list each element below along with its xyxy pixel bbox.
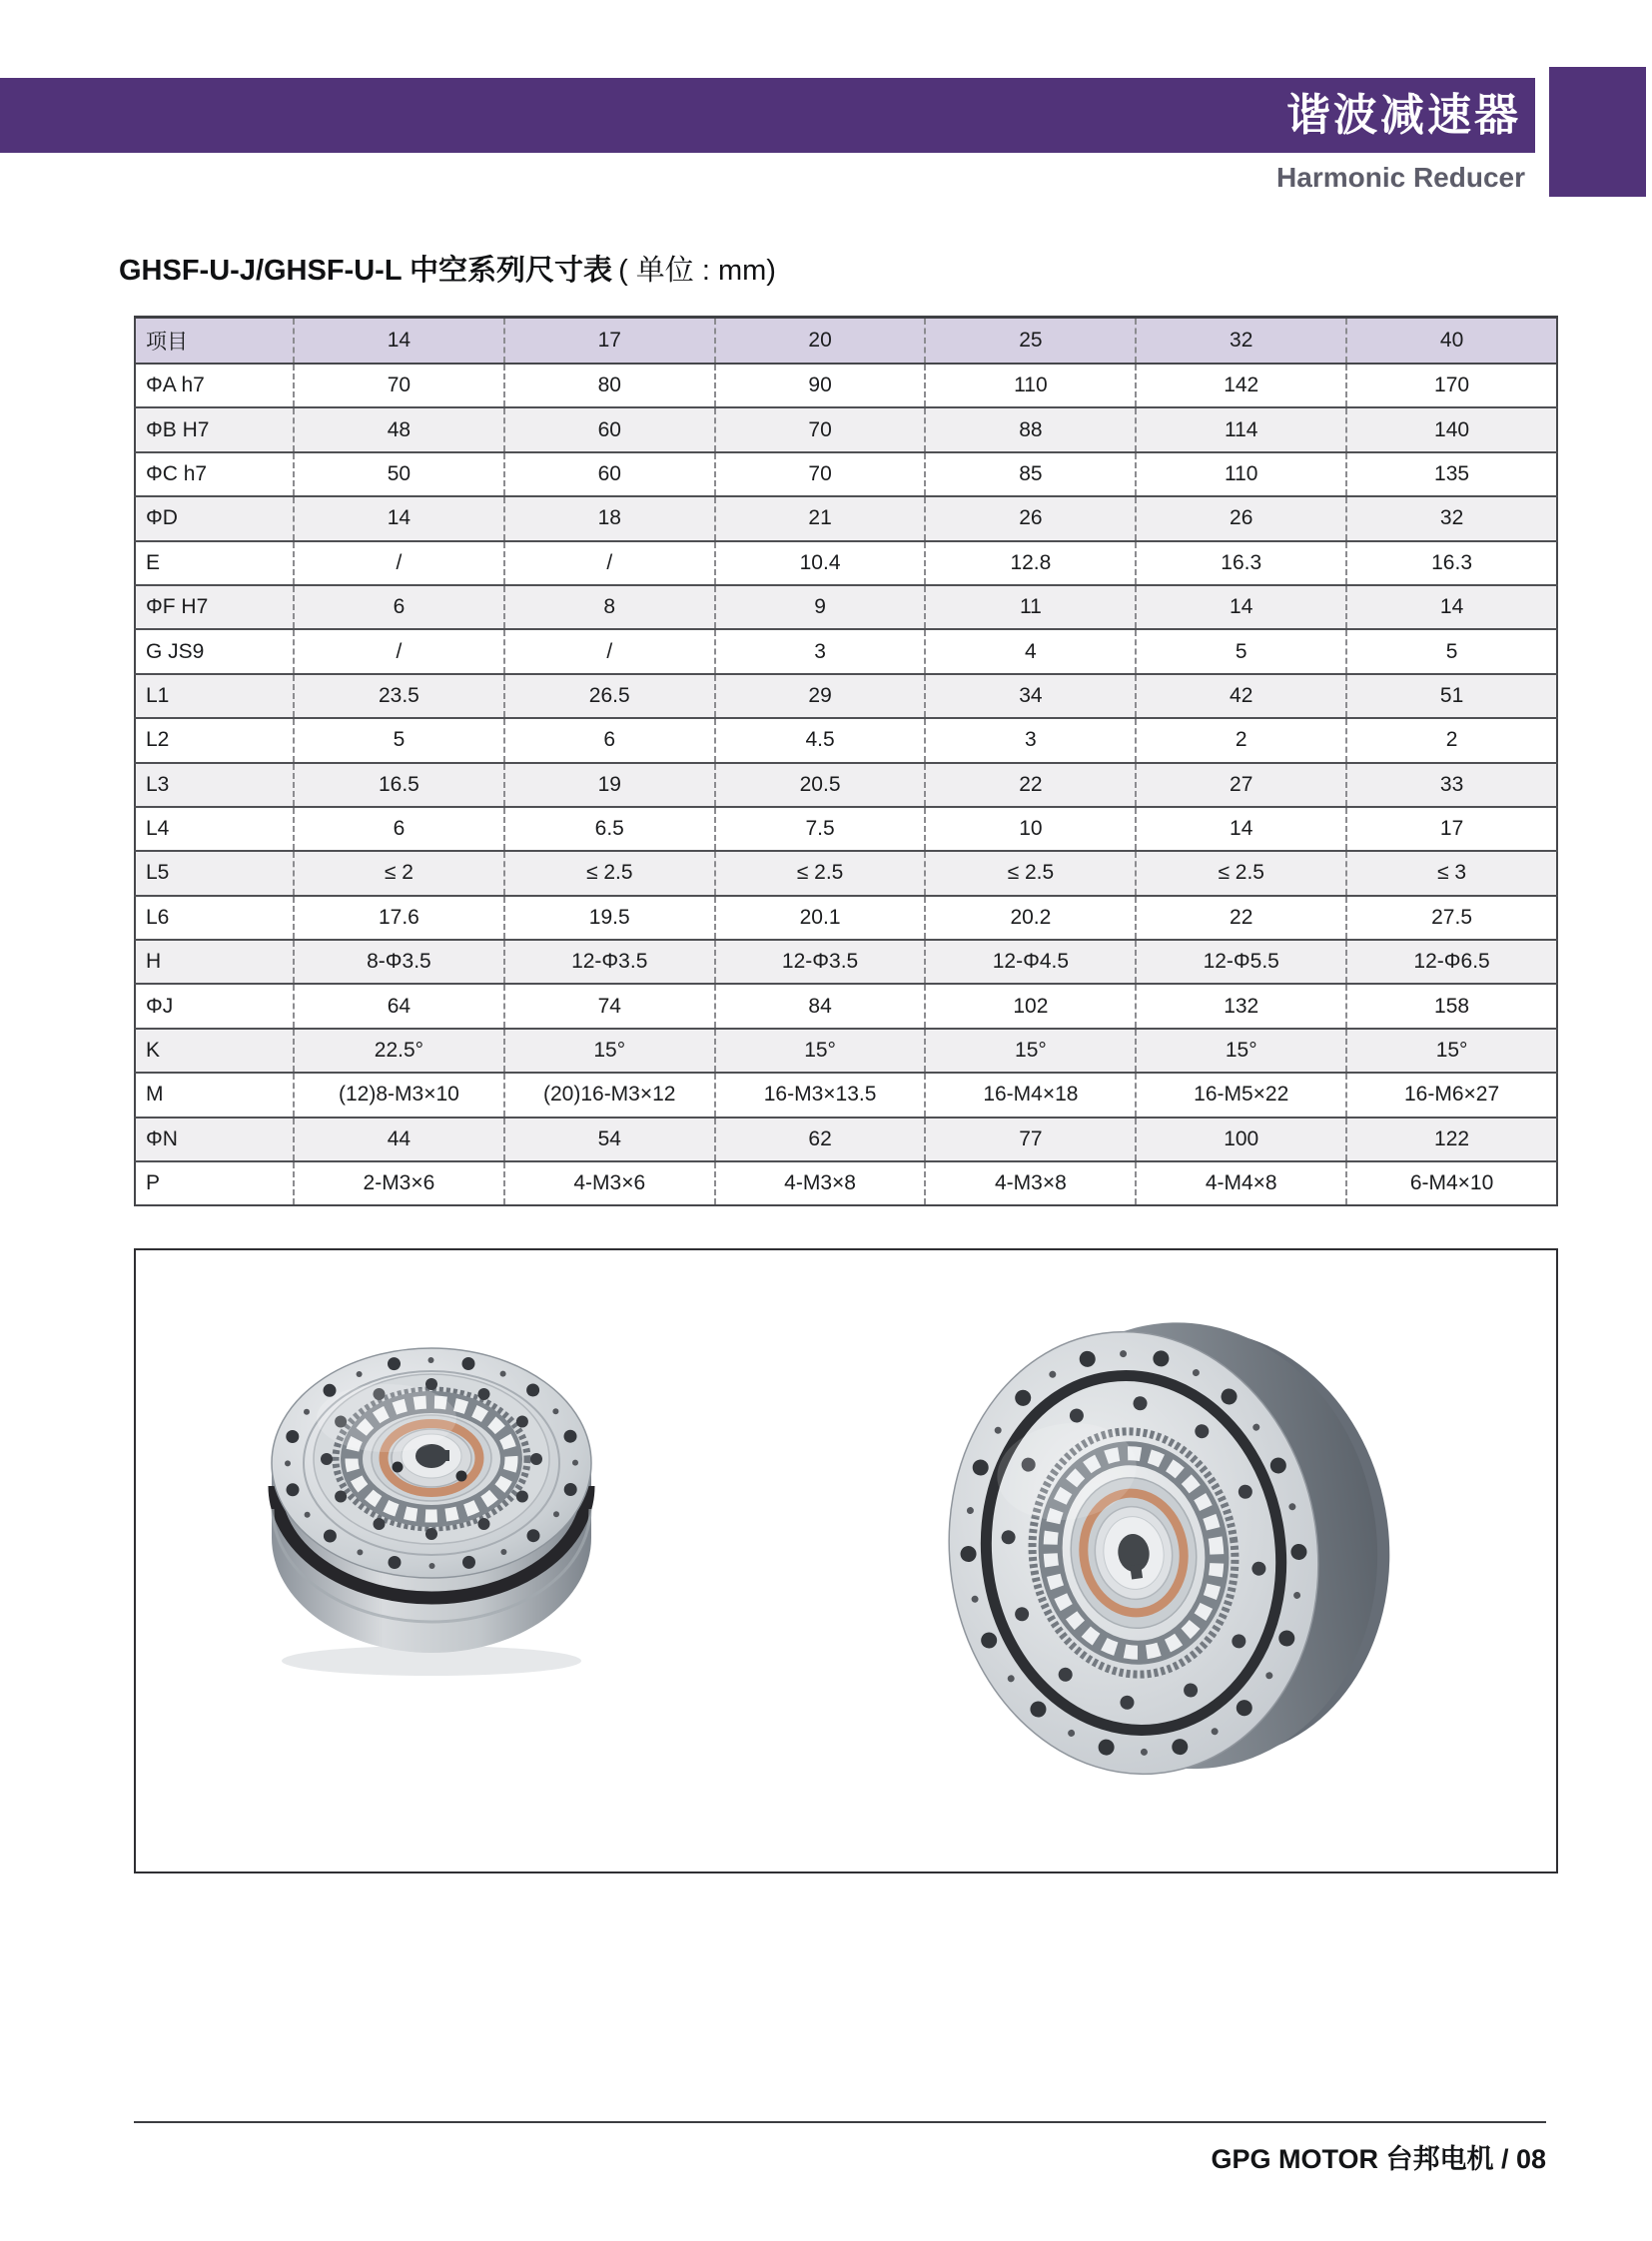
dim-value: 114 (1136, 407, 1346, 451)
table-row (135, 674, 1557, 718)
row-label: ΦA h7 (135, 364, 294, 407)
dim-value: 17.6 (294, 896, 504, 940)
dim-value: 15° (925, 1029, 1136, 1073)
dim-value: 18 (504, 496, 715, 540)
dim-value: 14 (1136, 585, 1346, 629)
dim-value: 16-M3×13.5 (715, 1073, 926, 1117)
size-column-header: 14 (294, 318, 504, 365)
dim-value: 32 (1346, 496, 1557, 540)
row-label: ΦF H7 (135, 585, 294, 629)
dim-value: 20.5 (715, 763, 926, 807)
dim-value: 27.5 (1346, 896, 1557, 940)
table-body (135, 364, 1557, 1205)
row-label: L3 (135, 763, 294, 807)
dim-value: 15° (1136, 1029, 1346, 1073)
header-banner (0, 78, 1535, 153)
dim-value: 4 (925, 629, 1136, 673)
dim-value: 6-M4×10 (1346, 1161, 1557, 1205)
dim-value: 12-Φ3.5 (715, 940, 926, 984)
table-row (135, 984, 1557, 1028)
table-head (135, 318, 1557, 365)
dim-value: 70 (715, 407, 926, 451)
dim-value: 20.2 (925, 896, 1136, 940)
dim-value: / (504, 541, 715, 585)
dim-value: 4.5 (715, 718, 926, 762)
dim-value: 7.5 (715, 807, 926, 851)
row-label: H (135, 940, 294, 984)
dim-value: 14 (294, 496, 504, 540)
table-header-row (135, 318, 1557, 365)
dim-value: 110 (925, 364, 1136, 407)
dim-value: / (294, 541, 504, 585)
dim-value: 12.8 (925, 541, 1136, 585)
dim-value: 60 (504, 407, 715, 451)
dim-value: 19 (504, 763, 715, 807)
dim-value: 26.5 (504, 674, 715, 718)
dim-value: 12-Φ4.5 (925, 940, 1136, 984)
table-row (135, 496, 1557, 540)
row-label: L2 (135, 718, 294, 762)
size-column-header: 17 (504, 318, 715, 365)
dim-value: 64 (294, 984, 504, 1028)
table-row (135, 1161, 1557, 1205)
dim-value: 90 (715, 364, 926, 407)
dim-value: 22.5° (294, 1029, 504, 1073)
dim-value: 9 (715, 585, 926, 629)
size-column-header: 25 (925, 318, 1136, 365)
dim-value: 29 (715, 674, 926, 718)
dim-value: 2 (1136, 718, 1346, 762)
dim-value: 48 (294, 407, 504, 451)
dim-value: 10.4 (715, 541, 926, 585)
row-label: ΦN (135, 1118, 294, 1161)
dim-value: ≤ 3 (1346, 851, 1557, 895)
dim-value: 6 (504, 718, 715, 762)
row-label: ΦC h7 (135, 452, 294, 496)
harmonic-reducer-photo-left (272, 1348, 591, 1676)
dim-value: ≤ 2.5 (504, 851, 715, 895)
table-row (135, 718, 1557, 762)
dim-value: 74 (504, 984, 715, 1028)
table-row (135, 452, 1557, 496)
dim-value: 8 (504, 585, 715, 629)
dim-value: 60 (504, 452, 715, 496)
dim-value: 15° (1346, 1029, 1557, 1073)
dim-value: ≤ 2 (294, 851, 504, 895)
table-row (135, 763, 1557, 807)
row-label: ΦJ (135, 984, 294, 1028)
section-title-main: GHSF-U-J/GHSF-U-L 中空系列尺寸表 (119, 255, 613, 287)
dim-value: 16-M4×18 (925, 1073, 1136, 1117)
table-row (135, 407, 1557, 451)
dim-value: 16-M6×27 (1346, 1073, 1557, 1117)
header-subtitle: Harmonic Reducer (1276, 162, 1525, 193)
dim-value: 20.1 (715, 896, 926, 940)
item-column-header: 项目 (135, 318, 294, 365)
row-label: P (135, 1161, 294, 1205)
dim-value: 6.5 (504, 807, 715, 851)
dim-value: 88 (925, 407, 1136, 451)
size-column-header: 32 (1136, 318, 1346, 365)
dim-value: 122 (1346, 1118, 1557, 1161)
dim-value: 23.5 (294, 674, 504, 718)
dim-value: 102 (925, 984, 1136, 1028)
dim-value: 42 (1136, 674, 1346, 718)
dim-value: ≤ 2.5 (1136, 851, 1346, 895)
table-row (135, 1073, 1557, 1117)
dim-value: 142 (1136, 364, 1346, 407)
dim-value: 132 (1136, 984, 1346, 1028)
dim-value: 15° (715, 1029, 926, 1073)
dim-value: 27 (1136, 763, 1346, 807)
size-column-header: 40 (1346, 318, 1557, 365)
dim-value: ≤ 2.5 (715, 851, 926, 895)
dim-value: 2 (1346, 718, 1557, 762)
table-row (135, 629, 1557, 673)
dim-value: 5 (1136, 629, 1346, 673)
size-column-header: 20 (715, 318, 926, 365)
header-corner-block (1549, 67, 1646, 197)
product-figure (134, 1248, 1558, 1873)
dim-value: 100 (1136, 1118, 1346, 1161)
dim-value: 50 (294, 452, 504, 496)
dim-value: 16.5 (294, 763, 504, 807)
row-label: ΦD (135, 496, 294, 540)
dim-value: 16-M5×22 (1136, 1073, 1346, 1117)
dim-value: 12-Φ6.5 (1346, 940, 1557, 984)
dim-value: 26 (1136, 496, 1346, 540)
row-label: K (135, 1029, 294, 1073)
table-row (135, 585, 1557, 629)
dim-value: 80 (504, 364, 715, 407)
dim-value: 12-Φ3.5 (504, 940, 715, 984)
table-row (135, 851, 1557, 895)
dim-value: 44 (294, 1118, 504, 1161)
table-row (135, 807, 1557, 851)
dim-value: 14 (1136, 807, 1346, 851)
banner-title: 谐波减速器 (1286, 90, 1521, 140)
dim-value: / (504, 629, 715, 673)
dim-value: (12)8-M3×10 (294, 1073, 504, 1117)
harmonic-reducer-photo-right (921, 1296, 1418, 1801)
dim-value: 84 (715, 984, 926, 1028)
dim-value: 170 (1346, 364, 1557, 407)
dim-value: 110 (1136, 452, 1346, 496)
footer-divider (134, 2121, 1546, 2123)
dim-value: / (294, 629, 504, 673)
dim-value: 158 (1346, 984, 1557, 1028)
dim-value: 17 (1346, 807, 1557, 851)
table-row (135, 364, 1557, 407)
row-label: L1 (135, 674, 294, 718)
row-label: L4 (135, 807, 294, 851)
row-label: L5 (135, 851, 294, 895)
dim-value: 6 (294, 807, 504, 851)
table-row (135, 1029, 1557, 1073)
dim-value: 12-Φ5.5 (1136, 940, 1346, 984)
dim-value: 22 (925, 763, 1136, 807)
harmonic-reducer-photos (136, 1250, 1556, 1871)
dim-value: 16.3 (1346, 541, 1557, 585)
dim-value: 70 (294, 364, 504, 407)
dim-value: ≤ 2.5 (925, 851, 1136, 895)
table-row (135, 1118, 1557, 1161)
dim-value: 4-M3×6 (504, 1161, 715, 1205)
table-row (135, 940, 1557, 984)
dim-value: 5 (294, 718, 504, 762)
row-label: G JS9 (135, 629, 294, 673)
dim-value: 15° (504, 1029, 715, 1073)
dim-value: (20)16-M3×12 (504, 1073, 715, 1117)
dim-value: 5 (1346, 629, 1557, 673)
dim-value: 62 (715, 1118, 926, 1161)
dim-value: 2-M3×6 (294, 1161, 504, 1205)
dim-value: 10 (925, 807, 1136, 851)
row-label: L6 (135, 896, 294, 940)
dim-value: 135 (1346, 452, 1557, 496)
row-label: E (135, 541, 294, 585)
dim-value: 3 (715, 629, 926, 673)
row-label: ΦB H7 (135, 407, 294, 451)
dim-value: 22 (1136, 896, 1346, 940)
dim-value: 70 (715, 452, 926, 496)
dim-value: 26 (925, 496, 1136, 540)
footer-page-label: GPG MOTOR 台邦电机 / 08 (1211, 2144, 1546, 2174)
dim-value: 54 (504, 1118, 715, 1161)
dim-value: 3 (925, 718, 1136, 762)
dim-value: 34 (925, 674, 1136, 718)
dim-value: 51 (1346, 674, 1557, 718)
section-title (119, 248, 776, 289)
dim-value: 4-M4×8 (1136, 1161, 1346, 1205)
section-title-unit: ( 单位 : mm) (618, 255, 776, 287)
row-label: M (135, 1073, 294, 1117)
table-row (135, 541, 1557, 585)
dim-value: 19.5 (504, 896, 715, 940)
dim-value: 33 (1346, 763, 1557, 807)
dim-value: 14 (1346, 585, 1557, 629)
dim-value: 16.3 (1136, 541, 1346, 585)
dim-value: 4-M3×8 (925, 1161, 1136, 1205)
dim-value: 4-M3×8 (715, 1161, 926, 1205)
dim-value: 8-Φ3.5 (294, 940, 504, 984)
dim-value: 6 (294, 585, 504, 629)
dim-value: 140 (1346, 407, 1557, 451)
dim-value: 85 (925, 452, 1136, 496)
dim-value: 21 (715, 496, 926, 540)
table-row (135, 896, 1557, 940)
dim-value: 11 (925, 585, 1136, 629)
dimensions-table (134, 316, 1558, 1206)
dim-value: 77 (925, 1118, 1136, 1161)
